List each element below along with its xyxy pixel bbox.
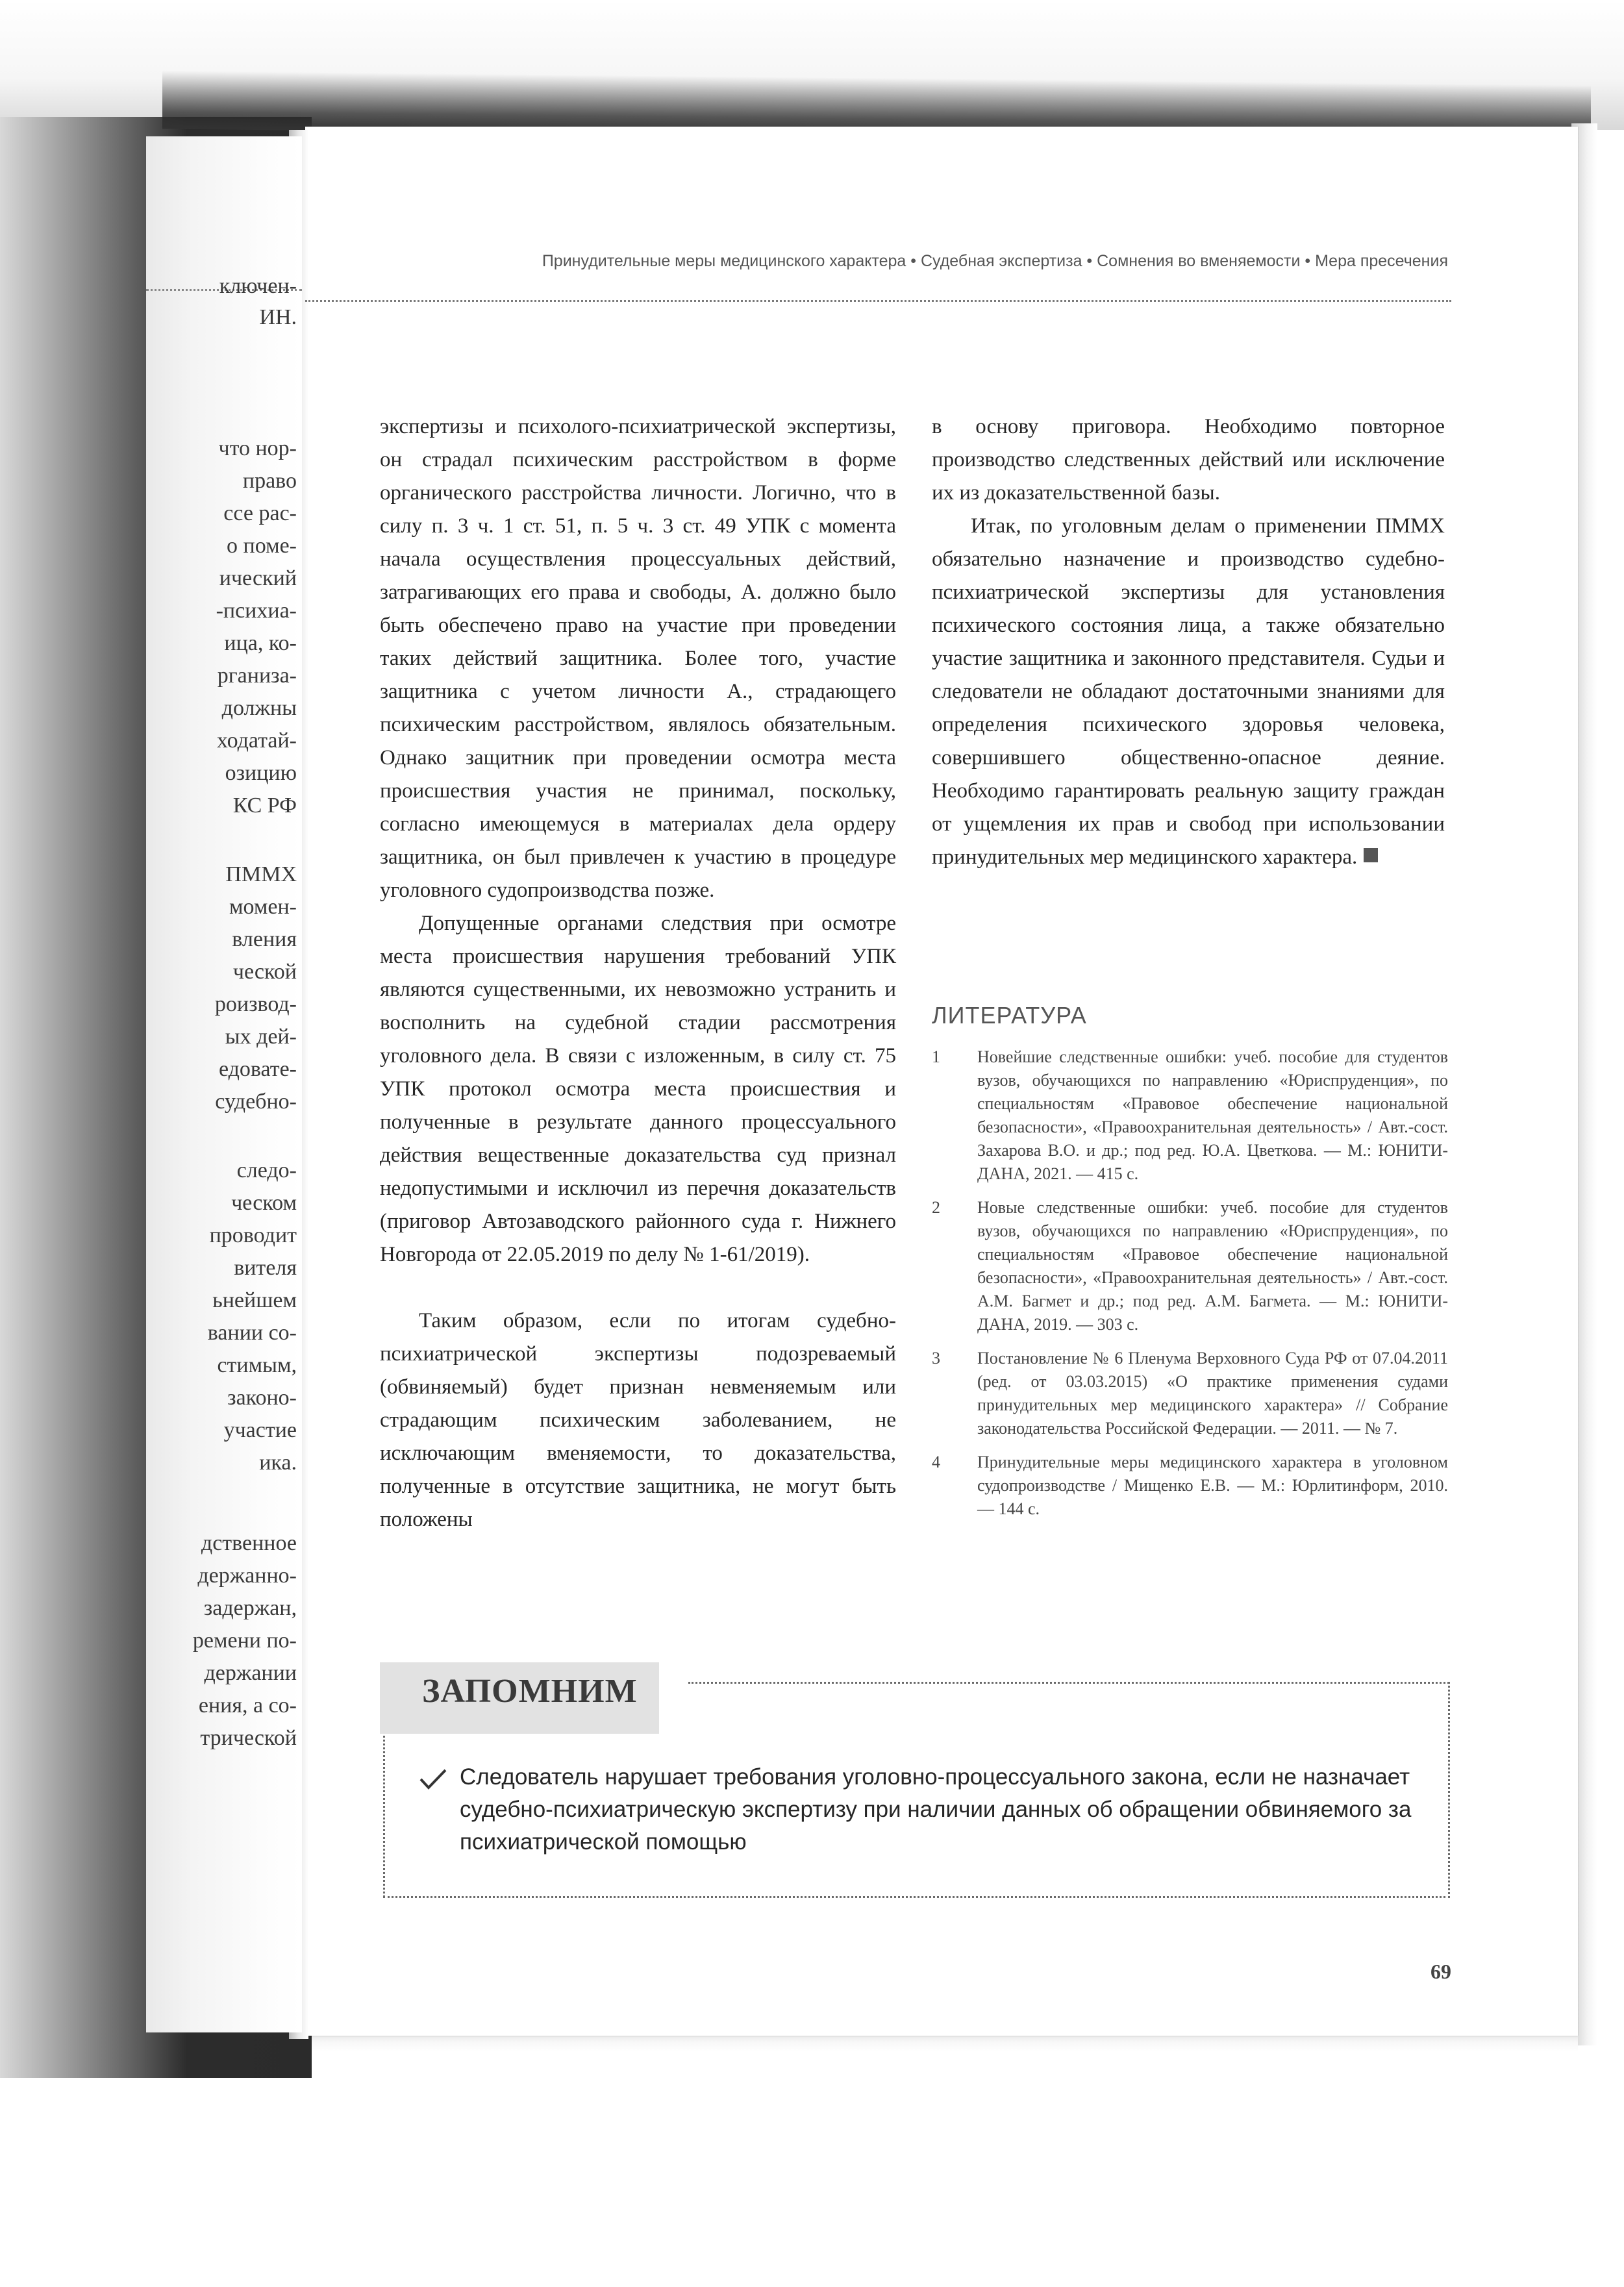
- running-header: Принудительные меры медицинского характера • Судебная экспертиза • Сомнения во вменяемости • Мера пресечения: [542, 252, 1448, 270]
- left-page-line: едовате-: [218, 1057, 297, 1081]
- page-number: 69: [1430, 1960, 1451, 1983]
- remember-box-left-rule: [383, 1727, 385, 1897]
- paragraph: Таким образом, если по итогам судебно-психиатрической экспертизы подозреваемый (обвиняемый) будет признан невменяемым или страдающим психическим заболеванием, не исключающим вменяемости, то доказательства, полученные в отсутствие защитника, не могут быть положены: [380, 1309, 896, 1531]
- left-page-line: ремени по-: [192, 1629, 297, 1653]
- left-page-line: ика.: [259, 1451, 297, 1475]
- left-page-line: ПММХ: [225, 862, 297, 886]
- left-page-line: вителя: [234, 1256, 297, 1280]
- left-page-line: ический: [219, 566, 297, 590]
- remember-text: Следователь нарушает требования уголовно-процессуального закона, если не назначает судебно-психиатрическую экспертизу при наличии данных об обращении обвиняемого за психиатрической помощью: [460, 1764, 1412, 1855]
- left-page-line: ключен-: [219, 274, 297, 298]
- reference-text: Новейшие следственные ошибки: учеб. пособие для студентов вузов, обучающихся по направлению «Юриспруденция», по специальностям «Правовое обеспечение национальной безопасности», «Правоохранительная деятельность» / Авт.-сост. Захарова В.О. и др.; под ред. Ю.А. Цветкова. — М.: ЮНИТИ-ДАНА, 2021. — 415 с.: [977, 1047, 1448, 1183]
- left-page-line: должны: [221, 696, 297, 720]
- left-page-line: ьнейшем: [212, 1288, 297, 1312]
- left-page-line: -психиа-: [216, 599, 297, 623]
- left-page-line: проводит: [209, 1223, 297, 1247]
- paragraph: Допущенные органами следствия при осмотре места происшествия нарушения требований УПК являются существенными, их невозможно устранить и восполнить на судебной стадии рассмотрения уголовного дела. В связи с изложенным, в силу ст. 75 УПК протокол осмотра места происшествия и полученные в результате данного процессуального действия вещественные доказательства суд признал недопустимыми и исключил из перечня доказательств (приговор Автозаводского районного суда г. Нижнего Новгорода от 22.05.2019 по делу № 1-61/2019).: [380, 912, 896, 1266]
- reference-number: 3: [932, 1349, 940, 1368]
- paragraph: экспертизы и психолого-психиатрической экспертизы, он страдал психическим расстройством в форме органического расстройства личности. Логично, что в силу п. 3 ч. 1 ст. 51, п. 5 ч. 3 ст. 49 УПК с момента начала осуществления процессуальных действий, затрагивающих его права и свободы, А. должно было быть обеспечено право на участие при проведении таких действий защитника. Более того, участие защитника с учетом личности А., страдающего психическим расстройством, являлось обязательным. Однако защитник при проведении осмотра места происшествия участия не принимал, поскольку, согласно имеющемуся в материалах дела ордеру защитника, он был привлечен к участию в процедуре уголовного судопроизводства позже.: [380, 415, 896, 902]
- left-page-line: ица, ко-: [224, 631, 297, 655]
- left-page-line: ческой: [232, 960, 297, 984]
- left-page-line: КС РФ: [232, 794, 297, 818]
- reference-item: [932, 1196, 1448, 1336]
- left-page-line: ых дей-: [225, 1025, 297, 1049]
- left-page-line: трической: [200, 1726, 297, 1750]
- left-page-line: участие: [223, 1418, 297, 1442]
- reference-number: 4: [932, 1453, 940, 1471]
- left-page-line: ИН.: [259, 305, 297, 329]
- paragraph: в основу приговора. Необходимо повторное производство следственных действий или исключение их из доказательственной базы.: [932, 415, 1445, 505]
- left-page-line: озицию: [225, 761, 297, 785]
- left-page-line: следо-: [236, 1158, 297, 1182]
- left-page-line: право: [242, 469, 297, 493]
- left-page-line: держании: [204, 1661, 297, 1685]
- left-page-line: ения, а со-: [198, 1693, 297, 1718]
- left-page-line: задержан,: [203, 1596, 297, 1620]
- left-page-line: законо-: [227, 1386, 297, 1410]
- left-page-line: о поме-: [227, 534, 297, 558]
- left-page-line: роизвод-: [214, 992, 297, 1016]
- references-title: ЛИТЕРАТУРА: [932, 1002, 1087, 1029]
- reference-text: Новые следственные ошибки: учеб. пособие для студентов вузов, обучающихся по направлению «Юриспруденция», по специальностям «Правовое обеспечение национальной безопасности», «Правоохранительная деятельность» / Авт.-сост. А.М. Багмет и др.; под ред. А.М. Багмета. — М.: ЮНИТИ-ДАНА, 2019. — 303 с.: [977, 1198, 1448, 1334]
- left-page-line: вления: [232, 927, 297, 951]
- end-of-article-mark: [1364, 848, 1378, 862]
- references-list: [932, 1045, 1448, 1531]
- text-column-left: [380, 410, 896, 1536]
- left-page-fragment: [146, 136, 302, 2032]
- remember-title: ЗАПОМНИМ: [422, 1673, 638, 1710]
- left-page-line: дственное: [201, 1531, 297, 1555]
- left-page-line: держанно-: [197, 1564, 297, 1588]
- left-page-line: вании со-: [207, 1321, 297, 1345]
- remember-box-top-rule: [688, 1682, 1449, 1684]
- reference-number: 1: [932, 1047, 940, 1066]
- left-page-line: ссе рас-: [223, 501, 297, 525]
- reference-number: 2: [932, 1198, 940, 1217]
- conclusion-text: Итак, по уголовным делам о применении ПММХ обязательно назначение и производство судебно-психиатрической экспертизы для установления психического состояния лица, а также обязательно участие защитника и законного представителя. Судьи и следователи не обладают достаточными знаниями для определения психического здоровья человека, совершившего общественно-опасное деяние. Необходимо гарантировать реальную защиту граждан от ущемления их прав и свобод при использовании принудительных мер медицинского характера.: [932, 514, 1445, 869]
- reference-item: [932, 1347, 1448, 1440]
- reference-text: Постановление № 6 Пленума Верховного Суда РФ от 07.04.2011 (ред. от 03.03.2015) «О практике применения судами принудительных мер медицинского характера» // Собрание законодательства Российской Федерации. — 2011. — № 7.: [977, 1349, 1448, 1438]
- paragraph-conclusion: [932, 510, 1445, 874]
- check-icon: [419, 1768, 447, 1791]
- left-page-line: судебно-: [215, 1090, 297, 1114]
- reference-item: [932, 1045, 1448, 1186]
- header-dotted-rule: [305, 300, 1451, 302]
- left-page-line: что нор-: [218, 436, 297, 460]
- reference-text: Принудительные меры медицинского характера в уголовном судопроизводстве / Мищенко Е.В. — М.: Юрлитинформ, 2010. — 144 с.: [977, 1453, 1448, 1518]
- left-page-line: ческом: [231, 1191, 297, 1215]
- text-column-right: [932, 410, 1445, 874]
- left-page-line: ходатай-: [216, 729, 297, 753]
- left-page-line: рганиза-: [217, 664, 297, 688]
- left-page-line: стимым,: [217, 1353, 297, 1377]
- left-page-line: момен-: [229, 895, 297, 919]
- reference-item: [932, 1451, 1448, 1521]
